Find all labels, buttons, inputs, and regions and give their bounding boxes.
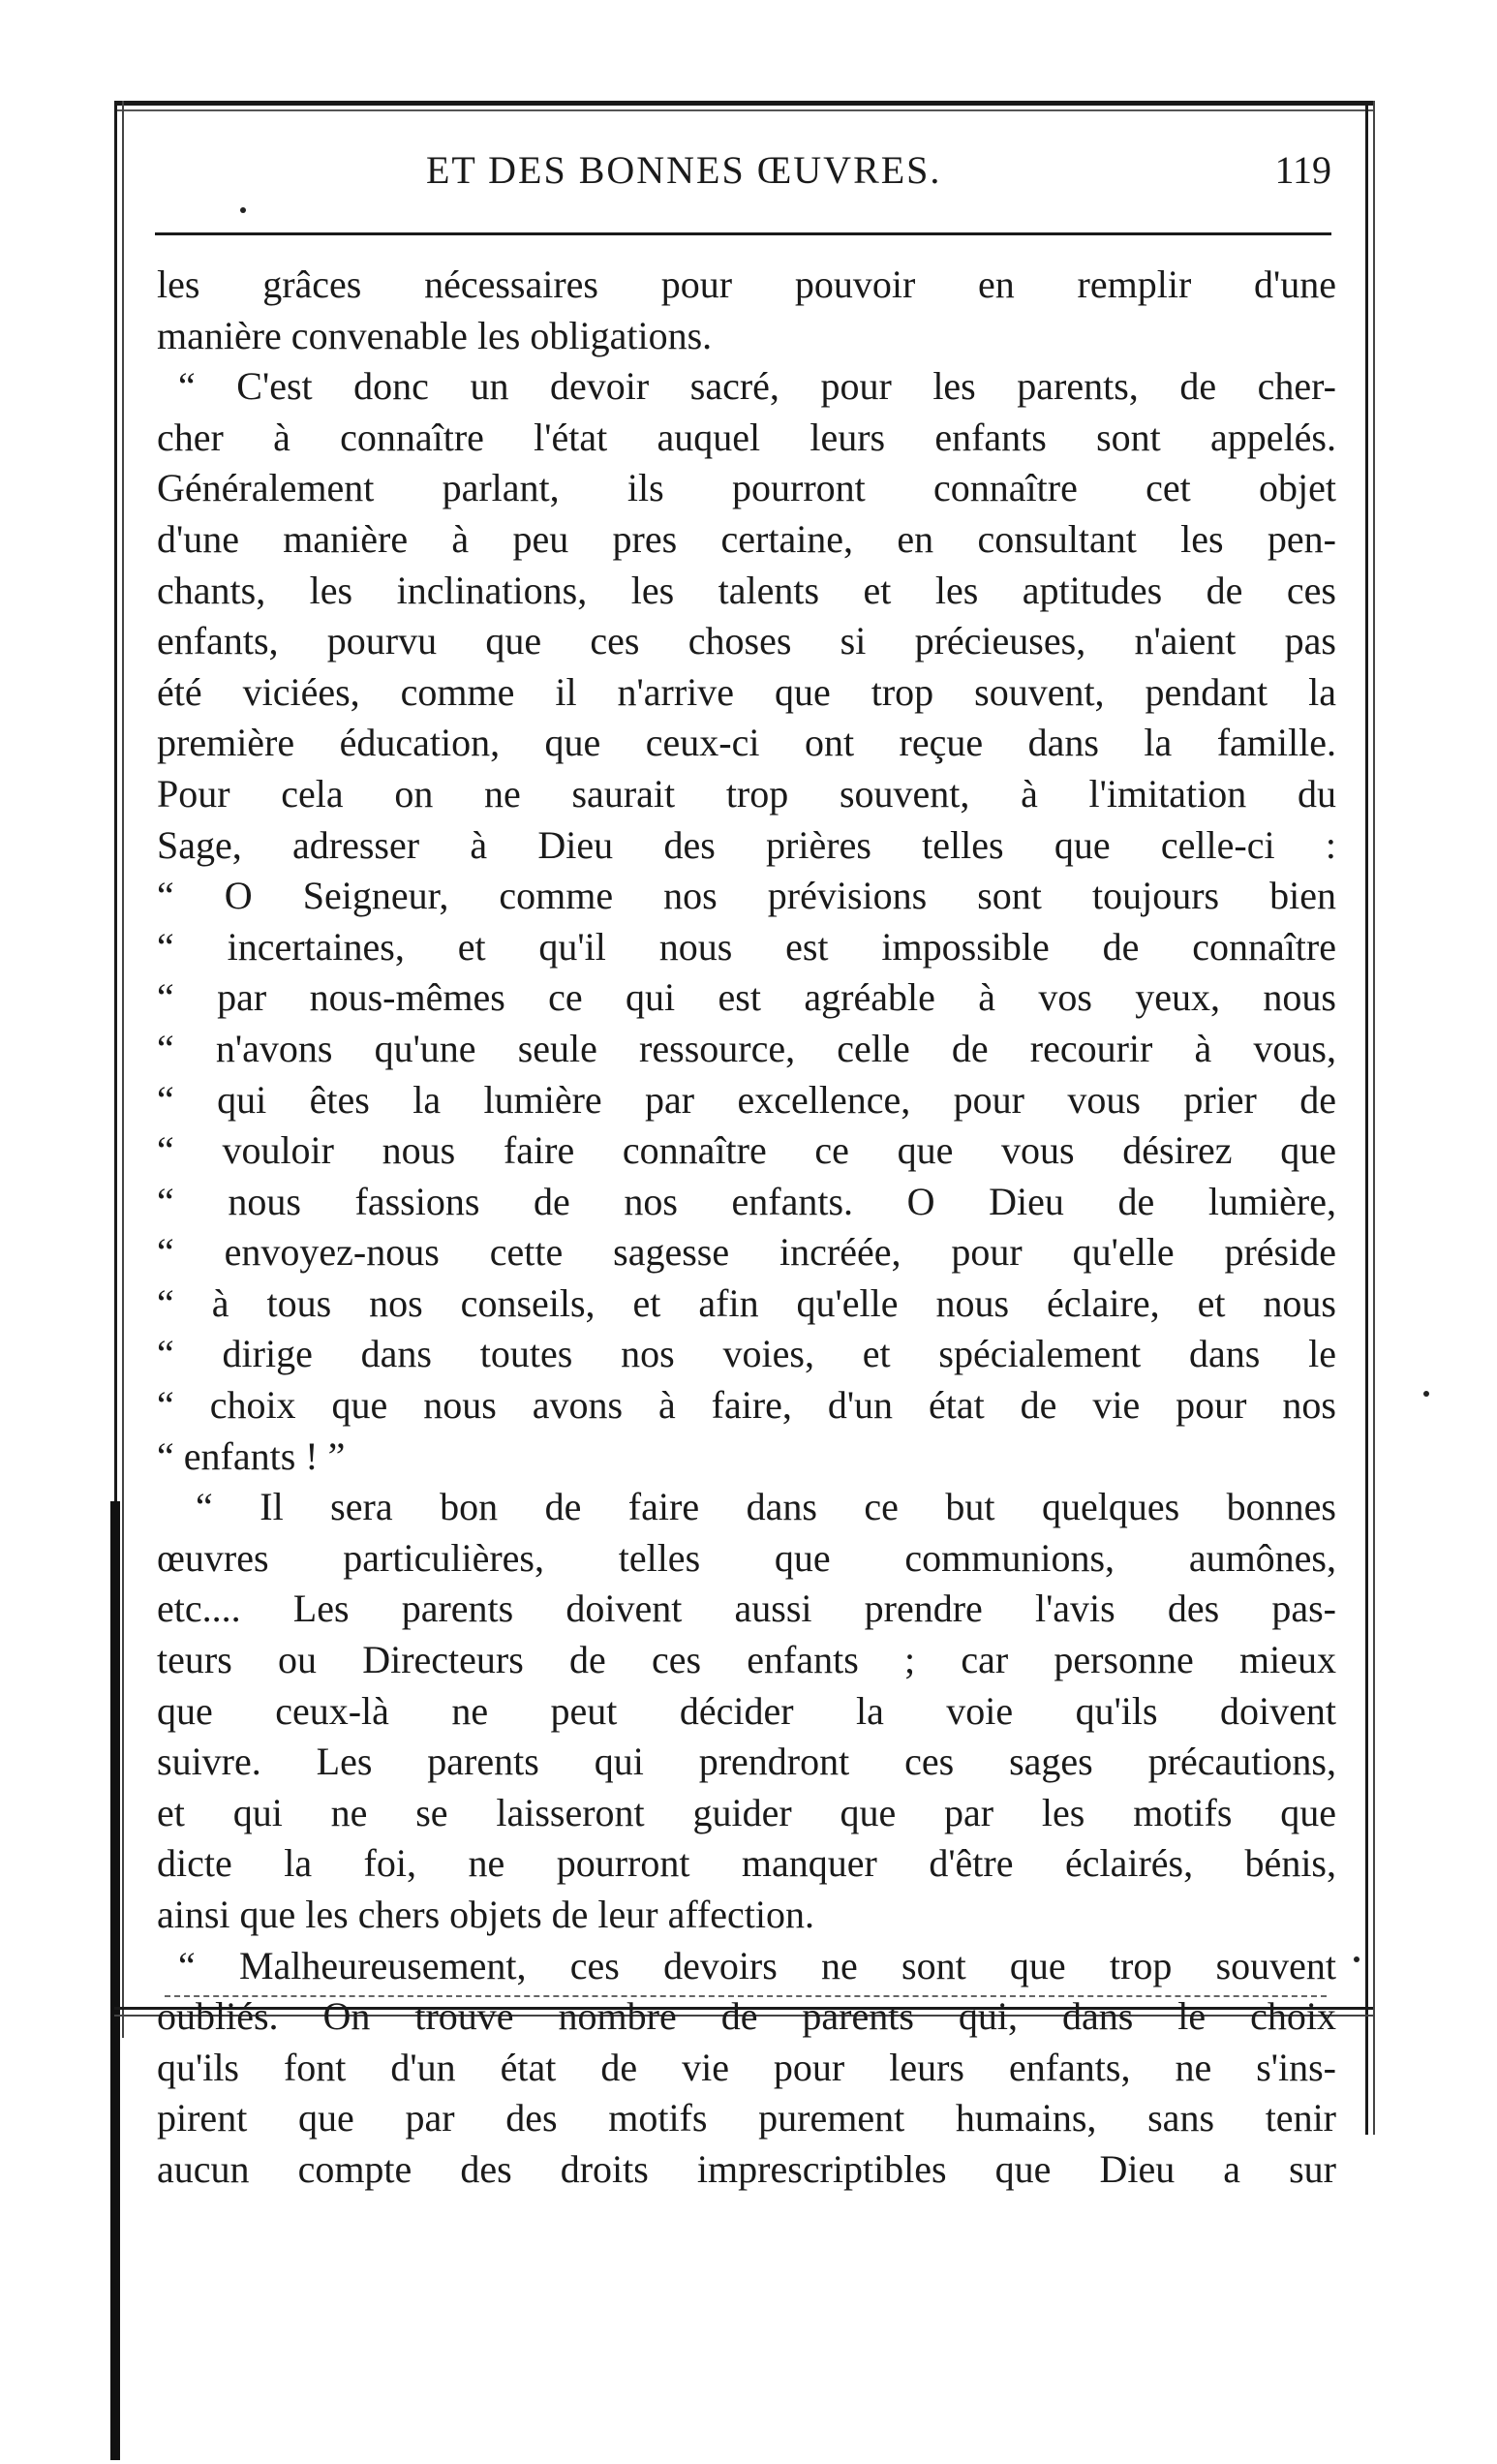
text-line: suivre. Les parents qui prendront ces sages précautions,: [157, 1740, 1336, 1784]
text-line: d'une manière à peu pres certaine, en consultant les pen-: [157, 516, 1336, 561]
text-line: “ par nous-mêmes ce qui est agréable à vos yeux, nous: [157, 975, 1336, 1020]
text-line: chants, les inclinations, les talents et les aptitudes de ces: [157, 568, 1336, 612]
text-line: “ vouloir nous faire connaître ce que vous désirez que: [157, 1128, 1336, 1173]
text-line: “ dirige dans toutes nos voies, et spécialement dans le: [157, 1332, 1336, 1376]
text-line: cher à connaître l'état auquel leurs enfants sont appelés.: [157, 415, 1336, 459]
text-line: “ qui êtes la lumière par excellence, pour vous prier de: [157, 1077, 1336, 1122]
ink-speck: [1354, 1956, 1360, 1962]
text-line: “ C'est donc un devoir sacré, pour les parents, de cher-: [178, 364, 1336, 409]
page-header: [155, 147, 1331, 205]
top-border-inner: [114, 109, 1373, 111]
text-line: “ choix que nous avons à faire, d'un état de vie pour nos: [157, 1383, 1336, 1428]
text-line: “ à tous nos conseils, et afin qu'elle nous éclaire, et nous: [157, 1280, 1336, 1325]
text-line: aucun compte des droits imprescriptibles que Dieu a sur: [157, 2146, 1336, 2191]
text-line: été viciées, comme il n'arrive que trop souvent, pendant la: [157, 669, 1336, 714]
text-line: “ nous fassions de nos enfants. O Dieu de lumière,: [157, 1179, 1336, 1223]
left-binding-edge: [110, 1501, 120, 2460]
text-line: œuvres particulières, telles que communions, aumônes,: [157, 1535, 1336, 1580]
ink-speck: [240, 207, 246, 213]
text-line: “ Malheureusement, ces devoirs ne sont que trop souvent: [178, 1943, 1336, 1987]
text-line: ainsi que les chers objets de leur affection.: [157, 1893, 815, 1936]
running-head: ET DES BONNES ŒUVRES.: [426, 148, 942, 192]
text-line: “ incertaines, et qu'il nous est impossible de connaître: [157, 924, 1336, 969]
text-line: teurs ou Directeurs de ces enfants ; car personne mieux: [157, 1638, 1336, 1682]
text-line: première éducation, que ceux-ci ont reçue dans la famille.: [157, 721, 1336, 765]
text-line: manière convenable les obligations.: [157, 313, 713, 357]
text-line: que ceux-là ne peut décider la voie qu'ils doivent: [157, 1688, 1336, 1733]
text-line: “ Il sera bon de faire dans ce but quelques bonnes: [196, 1485, 1336, 1529]
right-border-inner: [1373, 101, 1375, 2135]
text-line: “ envoyez-nous cette sagesse incréée, pour qu'elle préside: [157, 1230, 1336, 1275]
page-number: 119: [1274, 148, 1331, 192]
text-line: et qui ne se laisseront guider que par les motifs que: [157, 1790, 1336, 1834]
ink-speck: [1423, 1391, 1429, 1397]
text-line: qu'ils font d'un état de vie pour leurs enfants, ne s'ins-: [157, 2045, 1336, 2089]
header-rule: [155, 232, 1331, 235]
text-line: pirent que par des motifs purement humains, sans tenir: [157, 2096, 1336, 2141]
text-line: enfants, pourvu que ces choses si précieuses, n'aient pas: [157, 619, 1336, 663]
text-line: “ n'avons qu'une seule ressource, celle de recourir à vous,: [157, 1026, 1336, 1070]
right-border: [1365, 101, 1368, 2135]
text-line: Pour cela on ne saurait trop souvent, à l'imitation du: [157, 771, 1336, 816]
left-border-inner: [122, 101, 124, 2038]
text-line: oubliés. On trouve nombre de parents qui, dans le choix: [157, 1994, 1336, 2039]
text-line: “ O Seigneur, comme nos prévisions sont toujours bien: [157, 874, 1336, 918]
text-line: “ enfants ! ”: [157, 1433, 346, 1478]
text-line: Généralement parlant, ils pourront connaître cet objet: [157, 466, 1336, 510]
top-border: [114, 101, 1373, 106]
body-text: [157, 260, 1336, 2196]
text-line: les grâces nécessaires pour pouvoir en remplir d'une: [157, 262, 1336, 306]
text-line: Sage, adresser à Dieu des prières telles que celle-ci :: [157, 822, 1336, 867]
text-line: etc.... Les parents doivent aussi prendre l'avis des pas-: [157, 1586, 1336, 1631]
text-line: dicte la foi, ne pourront manquer d'être éclairés, bénis,: [157, 1841, 1336, 1886]
